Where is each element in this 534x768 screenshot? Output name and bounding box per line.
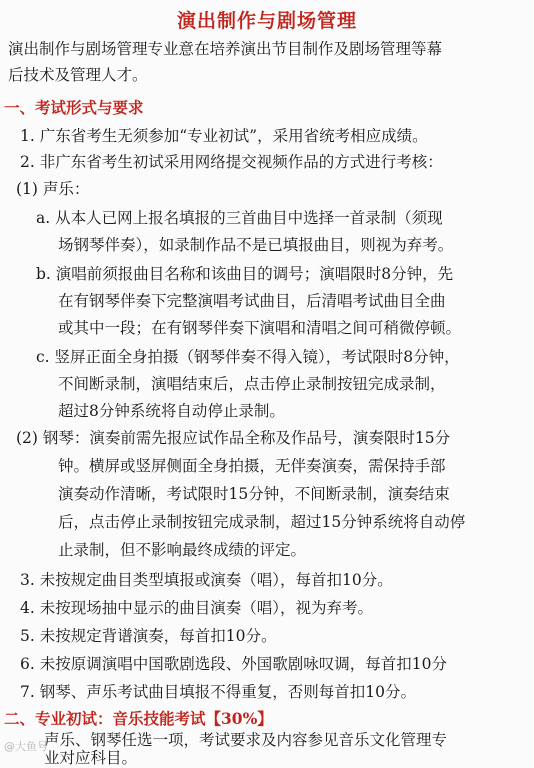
piano-line-2: 钟。横屏或竖屏侧面全身拍摄，无伴奏演奏，需保持手部 [58, 457, 446, 475]
vocal-c-line-3: 超过8分钟系统将自动停止录制。 [58, 402, 285, 420]
list-item-5: 5. 未按规定背谱演奏，每首扣10分。 [20, 627, 277, 645]
page-title: 演出制作与剧场管理 [176, 10, 357, 32]
piano-line-1: (2) 钢琴：演奏前需先报应试作品全称及作品号，演奏限时15分 [16, 429, 451, 447]
vocal-c-line-2: 不间断录制，演唱结束后，点击停止录制按钮完成录制， [58, 375, 446, 393]
piano-line-4: 后，点击停止录制按钮完成录制，超过15分钟系统将自动停 [58, 513, 466, 531]
vocal-a-line-1: a. 从本人已网上报名填报的三首曲目中选择一首录制（须现 [36, 209, 443, 227]
section2-line-2: 业对应科目。 [44, 749, 138, 767]
list-item-2: 2. 非广东省考生初试采用网络提交视频作品的方式进行考核： [20, 153, 443, 171]
intro-line-2: 后技术及管理人才。 [8, 66, 148, 84]
vocal-heading: (1) 声乐： [16, 180, 90, 198]
watermark: @大鱼号 [4, 740, 48, 753]
list-item-4: 4. 未按现场抽中显示的曲目演奏（唱），视为弃考。 [20, 599, 373, 617]
piano-line-5: 止录制，但不影响最终成绩的评定。 [58, 541, 307, 559]
intro-line-1: 演出制作与剧场管理专业意在培养演出节目制作及剧场管理等幕 [8, 40, 443, 58]
vocal-a-line-2: 场钢琴伴奏），如录制作品不是已填报曲目，则视为弃考。 [58, 236, 454, 254]
piano-line-3: 演奏动作清晰，考试限时15分钟，不间断录制，演奏结束 [58, 485, 450, 503]
vocal-b-line-3: 或其中一段；在有钢琴伴奏下演唱和清唱之间可稍微停顿。 [58, 319, 462, 337]
list-item-6: 6. 未按原调演唱中国歌剧选段、外国歌剧咏叹调，每首扣10分 [20, 655, 447, 673]
section2-line-1: 声乐、钢琴任选一项，考试要求及内容参见音乐文化管理专 [44, 731, 448, 749]
vocal-b-line-1: b. 演唱前须报曲目名称和该曲目的调号；演唱限时8分钟，先 [36, 265, 454, 283]
vocal-b-line-2: 在有钢琴伴奏下完整演唱考试曲目，后清唱考试曲目全曲 [58, 292, 446, 310]
vocal-c-line-1: c. 竖屏正面全身拍摄（钢琴伴奏不得入镜），考试限时8分钟， [36, 348, 460, 366]
list-item-1: 1. 广东省考生无须参加“专业初试”，采用省统考相应成绩。 [20, 127, 428, 145]
section2-heading: 二、专业初试：音乐技能考试【30%】 [4, 709, 273, 728]
list-item-3: 3. 未按规定曲目类型填报或演奏（唱），每首扣10分。 [20, 571, 393, 589]
list-item-7: 7. 钢琴、声乐考试曲目填报不得重复，否则每首扣10分。 [20, 683, 416, 701]
section1-heading: 一、考试形式与要求 [4, 98, 144, 117]
